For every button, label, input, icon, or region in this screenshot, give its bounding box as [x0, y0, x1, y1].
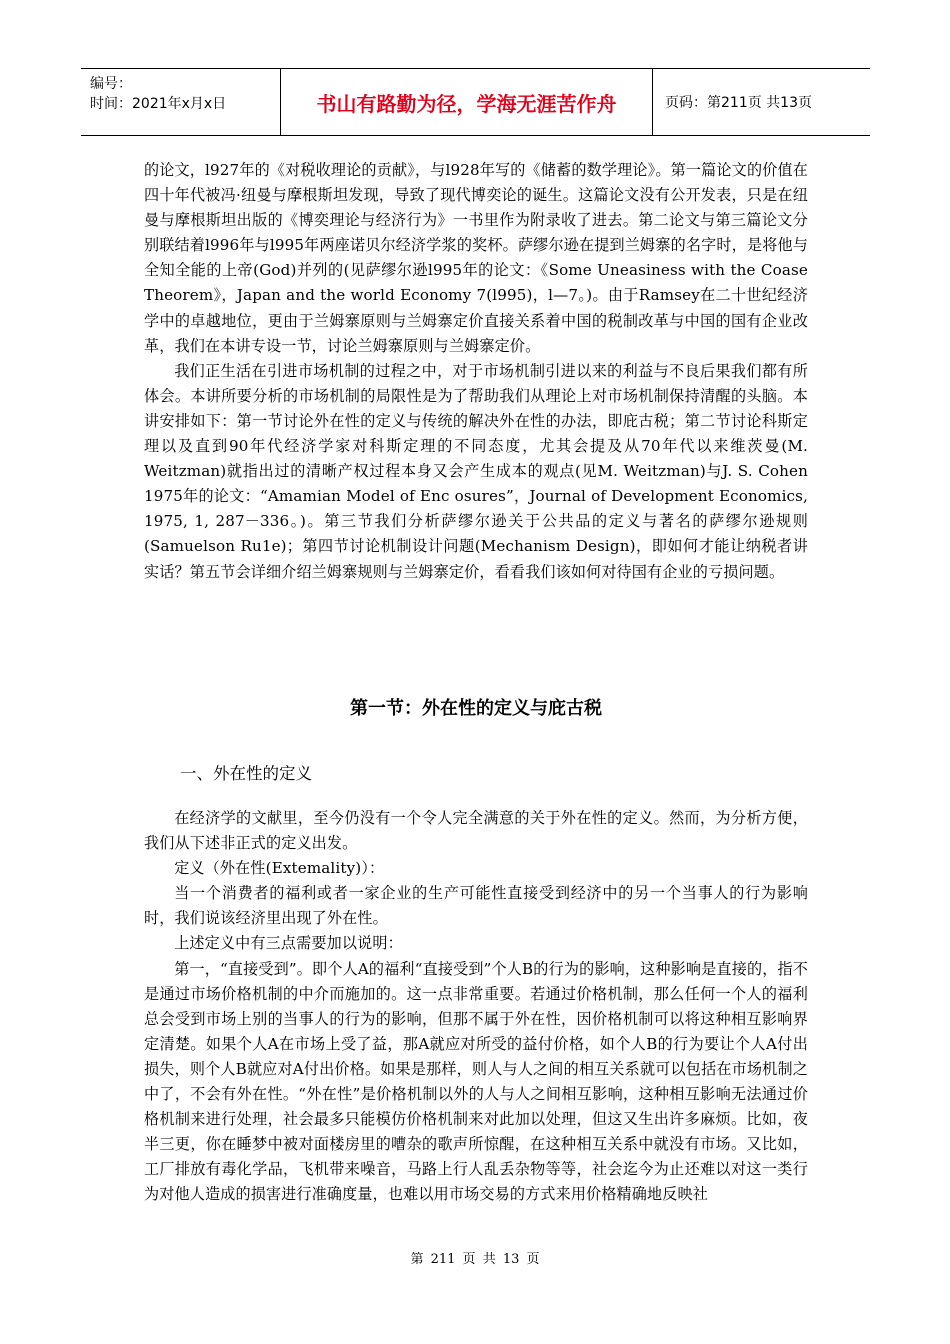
body-paragraph-explain: 上述定义中有三点需要加以说明：	[174, 934, 403, 953]
body-paragraph-1: 在经济学的文献里，至今仍没有一个令人完全满意的关于外在性的定义。然而，为分析方便，我们从下述非正式的定义出发。	[144, 809, 808, 853]
definition-text: 当一个消费者的福利或者一家企业的生产可能性直接受到经济中的另一个当事人的行为影响时，我们说该经济里出现了外在性。	[144, 884, 808, 928]
header-motto: 书山有路勤为径，学海无涯苦作舟	[281, 69, 653, 135]
body-section	[144, 806, 808, 1208]
page-footer: 第 211 页 共 13 页	[410, 1252, 540, 1267]
header-date: 时间：2021年x月x日	[90, 96, 227, 112]
intro-paragraph-2: 我们正生活在引进市场机制的过程之中，对于市场机制引进以来的利益与不良后果我们都有所体会。本讲所要分析的市场机制的局限性是为了帮助我们从理论上对市场机制保持清醒的头脑。本讲安排如下：第一节讨论外在性的定义与传统的解决外在性的办法，即庇古税；第二节讨论科斯定理以及直到90年代经济学家对科斯定理的不同态度，尤其会提及从70年代以来维茨曼(M. Weitzman)就指出过的清晰产权过程本身又会产生成本的观点(见M. Weitzman)与J. S. Cohen 1975年的论文：“Amamian Model of Enc osures”，Journal of Development Economics, 1975, 1, 287－336。)。第三节我们分析萨缪尔逊关于公共品的定义与著名的萨缪尔逊规则(Samuelson Ru1e)；第四节讨论机制设计问题(Mechanism Design)，即如何才能让纳税者讲实话？第五节会详细介绍兰姆寨规则与兰姆寨定价，看看我们该如何对待国有企业的亏损问题。	[144, 361, 808, 581]
intro-paragraph-1: 的论文，l927年的《对税收理论的贡献》，与l928年写的《储蓄的数学理论》。第一篇论文的价值在四十年代被冯·纽曼与摩根斯坦发现，导致了现代博奕论的诞生。这篇论文没有公开发表，只是在纽曼与摩根斯坦出版的《博奕理论与经济行为》一书里作为附录收了进去。第二论文与第三篇论文分别联结着l996年与l995年两座诺贝尔经济学浆的奖杯。萨缪尔逊在提到兰姆寨的名字时，是将他与全知全能的上帝(God)并列的(见萨缪尔逊l995年的论文：《Some Uneasiness with the Coase Theorem》，Japan and the world Economy 7(l995)，l—7。)。由于Ramsey在二十世纪经济学中的卓越地位，更由于兰姆寨原则与兰姆寨定价直接关系着中国的税制改革与中国的国有企业改革，我们在本讲专设一节，讨论兰姆寨原则与兰姆寨定价。	[144, 161, 808, 355]
intro-section	[144, 158, 808, 585]
body-paragraph-point-one: 第一，“直接受到”。即个人A的福利“直接受到”个人B的行为的影响，这种影响是直接的，指不是通过市场价格机制的中介而施加的。这一点非常重要。若通过价格机制，那么任何一个人的福利总会受到市场上别的当事人的行为的影响，但那不属于外在性，因价格机制可以将这种相互影响界定清楚。如果个人A在市场上受了益，那A就应对所受的益付价格，如个人B的行为要让个人A付出损失，则个人B就应对A付出价格。如果是那样，则人与人之间的相互关系就可以包括在市场机制之中了，不会有外在性。“外在性”是价格机制以外的人与人之间相互影响，这种相互影响无法通过价格机制来进行处理，社会最多只能模仿价格机制来对此加以处理，但这又生出许多麻烦。比如，夜半三更，你在睡梦中被对面楼房里的嘈杂的歌声所惊醒，在这种相互关系中就没有市场。又比如，工厂排放有毒化学品，飞机带来噪音，马路上行人乱丢杂物等等，社会迄今为止还难以对这一类行为对他人造成的损害进行准确度量，也难以用市场交易的方式来用价格精确地反映社	[144, 959, 808, 1204]
header-page-info: 页码：第211页 共13页	[665, 95, 812, 111]
page-header	[81, 68, 870, 136]
definition-heading: 定义（外在性(Extemality)）：	[174, 859, 385, 878]
subsection-title: 一、外在性的定义	[180, 764, 312, 783]
header-serial-label: 编号：	[90, 76, 132, 92]
header-meta	[81, 69, 281, 135]
section-title: 第一节：外在性的定义与庇古税	[350, 698, 602, 719]
